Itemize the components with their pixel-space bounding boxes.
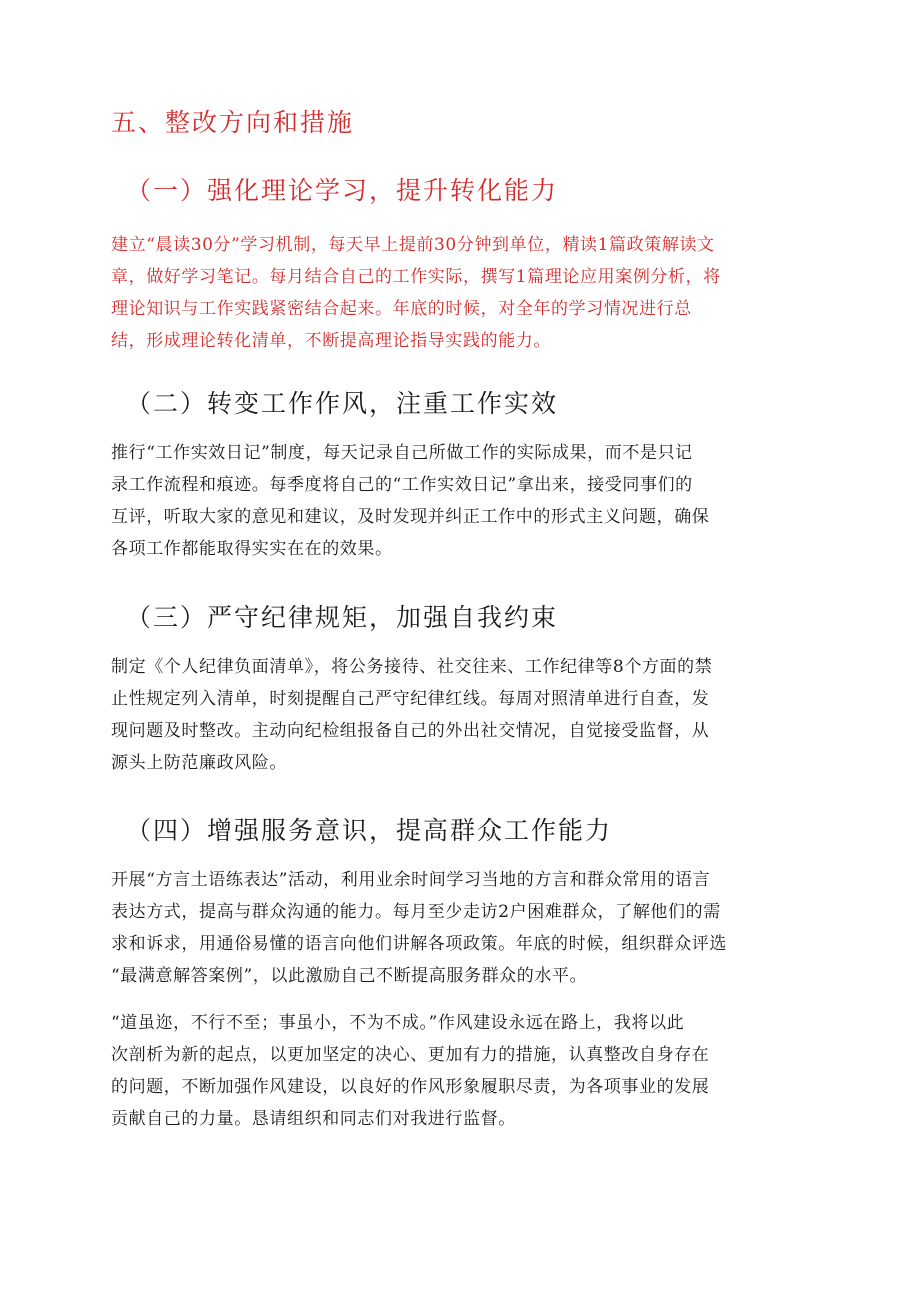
body-line: 表达方式，提高与群众沟通的能力。每月至少走访2户困难群众，了解他们的需 xyxy=(111,902,721,922)
body-line: 源头上防范廉政风险。 xyxy=(111,753,287,773)
body-line: 理论知识与工作实践紧密结合起来。年底的时候，对全年的学习情况进行总 xyxy=(111,299,692,319)
body-line: “最满意解答案例”，以此激励自己不断提高服务群众的水平。 xyxy=(111,966,588,986)
subsection-body-2 xyxy=(111,437,813,565)
subsection-body-1 xyxy=(111,229,813,357)
body-line: 推行“工作实效日记”制度，每天记录自己所做工作的实际成果，而不是只记 xyxy=(111,443,693,463)
closing-paragraph xyxy=(111,1007,813,1135)
subsection-body-3 xyxy=(111,651,813,779)
body-line: 止性规定列入清单，时刻提醒自己严守纪律红线。每周对照清单进行自查，发 xyxy=(111,689,710,709)
body-line: 录工作流程和痕迹。每季度将自己的“工作实效日记”拿出来，接受同事们的 xyxy=(111,475,693,495)
body-line: 互评，听取大家的意见和建议，及时发现并纠正工作中的形式主义问题，确保 xyxy=(111,507,710,527)
section-heading: 五、整改方向和措施 xyxy=(111,108,355,137)
subsection-title-1: （一）强化理论学习，提升转化能力 xyxy=(126,176,559,205)
body-line: “道虽迩，不行不至；事虽小，不为不成。”作风建设永远在路上，我将以此 xyxy=(111,1013,685,1033)
subsection-title-4: （四）增强服务意识，提高群众工作能力 xyxy=(126,816,613,845)
body-line: 求和诉求，用通俗易懂的语言向他们讲解各项政策。年底的时候，组织群众评选 xyxy=(111,934,727,954)
body-line: 制定《个人纪律负面清单》，将公务接待、社交往来、工作纪律等8个方面的禁 xyxy=(111,657,713,677)
subsection-title-2: （二）转变工作作风，注重工作实效 xyxy=(126,389,559,418)
body-line: 建立“晨读30分”学习机制，每天早上提前30分钟到单位，精读1篇政策解读文 xyxy=(111,235,715,255)
body-line: 章，做好学习笔记。每月结合自己的工作实际，撰写1篇理论应用案例分析，将 xyxy=(111,267,721,287)
body-line: 现问题及时整改。主动向纪检组报备自己的外出社交情况，自觉接受监督，从 xyxy=(111,721,710,741)
body-line: 开展“方言土语练表达”活动，利用业余时间学习当地的方言和群众常用的语言 xyxy=(111,870,711,890)
body-line: 贡献自己的力量。恳请组织和同志们对我进行监督。 xyxy=(111,1109,516,1129)
subsection-title-3: （三）严守纪律规矩，加强自我约束 xyxy=(126,603,559,632)
body-line: 各项工作都能取得实实在在的效果。 xyxy=(111,539,393,559)
body-line: 结，形成理论转化清单，不断提高理论指导实践的能力。 xyxy=(111,331,551,351)
body-line: 的问题，不断加强作风建设，以良好的作风形象履职尽责，为各项事业的发展 xyxy=(111,1077,710,1097)
subsection-body-4 xyxy=(111,864,813,992)
body-line: 次剖析为新的起点，以更加坚定的决心、更加有力的措施，认真整改自身存在 xyxy=(111,1045,710,1065)
